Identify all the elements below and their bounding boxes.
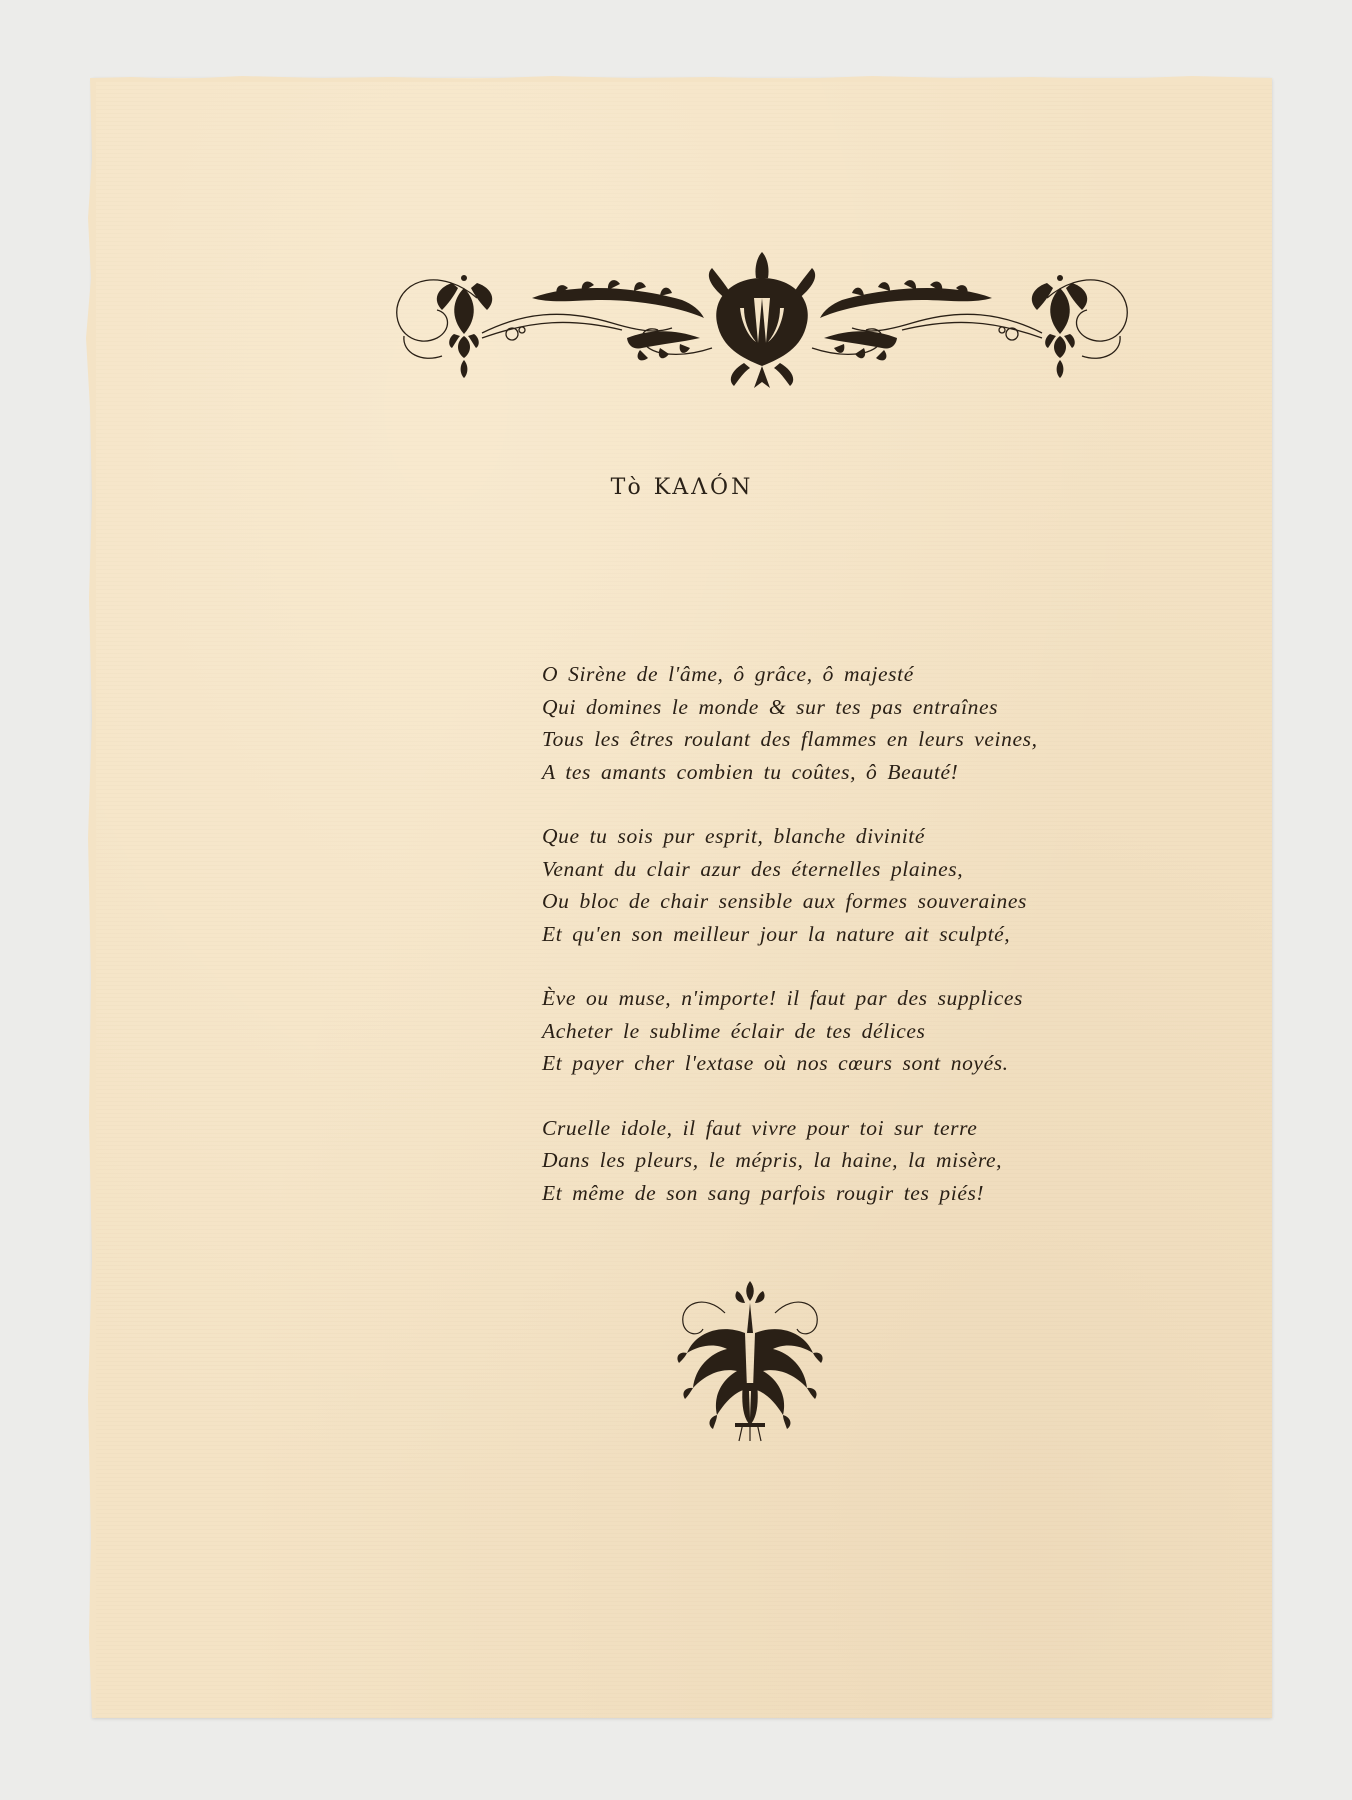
poem-line: Et payer cher l'extase où nos cœurs sont noyés. bbox=[542, 1051, 1009, 1075]
stanza-2 bbox=[542, 820, 1162, 950]
stanza-4 bbox=[542, 1112, 1162, 1210]
poem-line: O Sirène de l'âme, ô grâce, ô majesté bbox=[542, 662, 914, 686]
poem-line: Ou bloc de chair sensible aux formes souveraines bbox=[542, 889, 1027, 913]
poem-line: Que tu sois pur esprit, blanche divinité bbox=[542, 824, 926, 848]
poem-line: Cruelle idole, il faut vivre pour toi sur terre bbox=[542, 1115, 978, 1140]
poem-line: Ève ou muse, n'importe! il faut par des supplices bbox=[542, 986, 1024, 1010]
poem-line: Venant du clair azur des éternelles plaines, bbox=[542, 856, 964, 881]
poem-line: Et qu'en son meilleur jour la nature ait sculpté, bbox=[542, 921, 1011, 946]
stanza-1 bbox=[542, 658, 1162, 788]
poem-line: A tes amants combien tu coûtes, ô Beauté! bbox=[542, 759, 959, 784]
stanza-3 bbox=[542, 982, 1162, 1080]
headpiece-ornament bbox=[382, 238, 1142, 398]
poem-line: Tous les êtres roulant des flammes en leurs veines, bbox=[542, 727, 1038, 751]
poem-title: Tò KAΛÓN bbox=[610, 475, 754, 500]
poem-line: Qui domines le monde & sur tes pas entraînes bbox=[542, 694, 999, 719]
poem-body bbox=[542, 658, 1162, 1241]
tailpiece-ornament bbox=[665, 1273, 835, 1443]
paper-sheet bbox=[92, 78, 1272, 1718]
poem-line: Et même de son sang parfois rougir tes piés! bbox=[542, 1180, 985, 1205]
poem-line: Acheter le sublime éclair de tes délices bbox=[542, 1018, 926, 1043]
poem-line: Dans les pleurs, le mépris, la haine, la misère, bbox=[542, 1148, 1003, 1172]
deckled-left-edge bbox=[86, 78, 96, 1718]
deckled-top-edge bbox=[92, 74, 1272, 82]
